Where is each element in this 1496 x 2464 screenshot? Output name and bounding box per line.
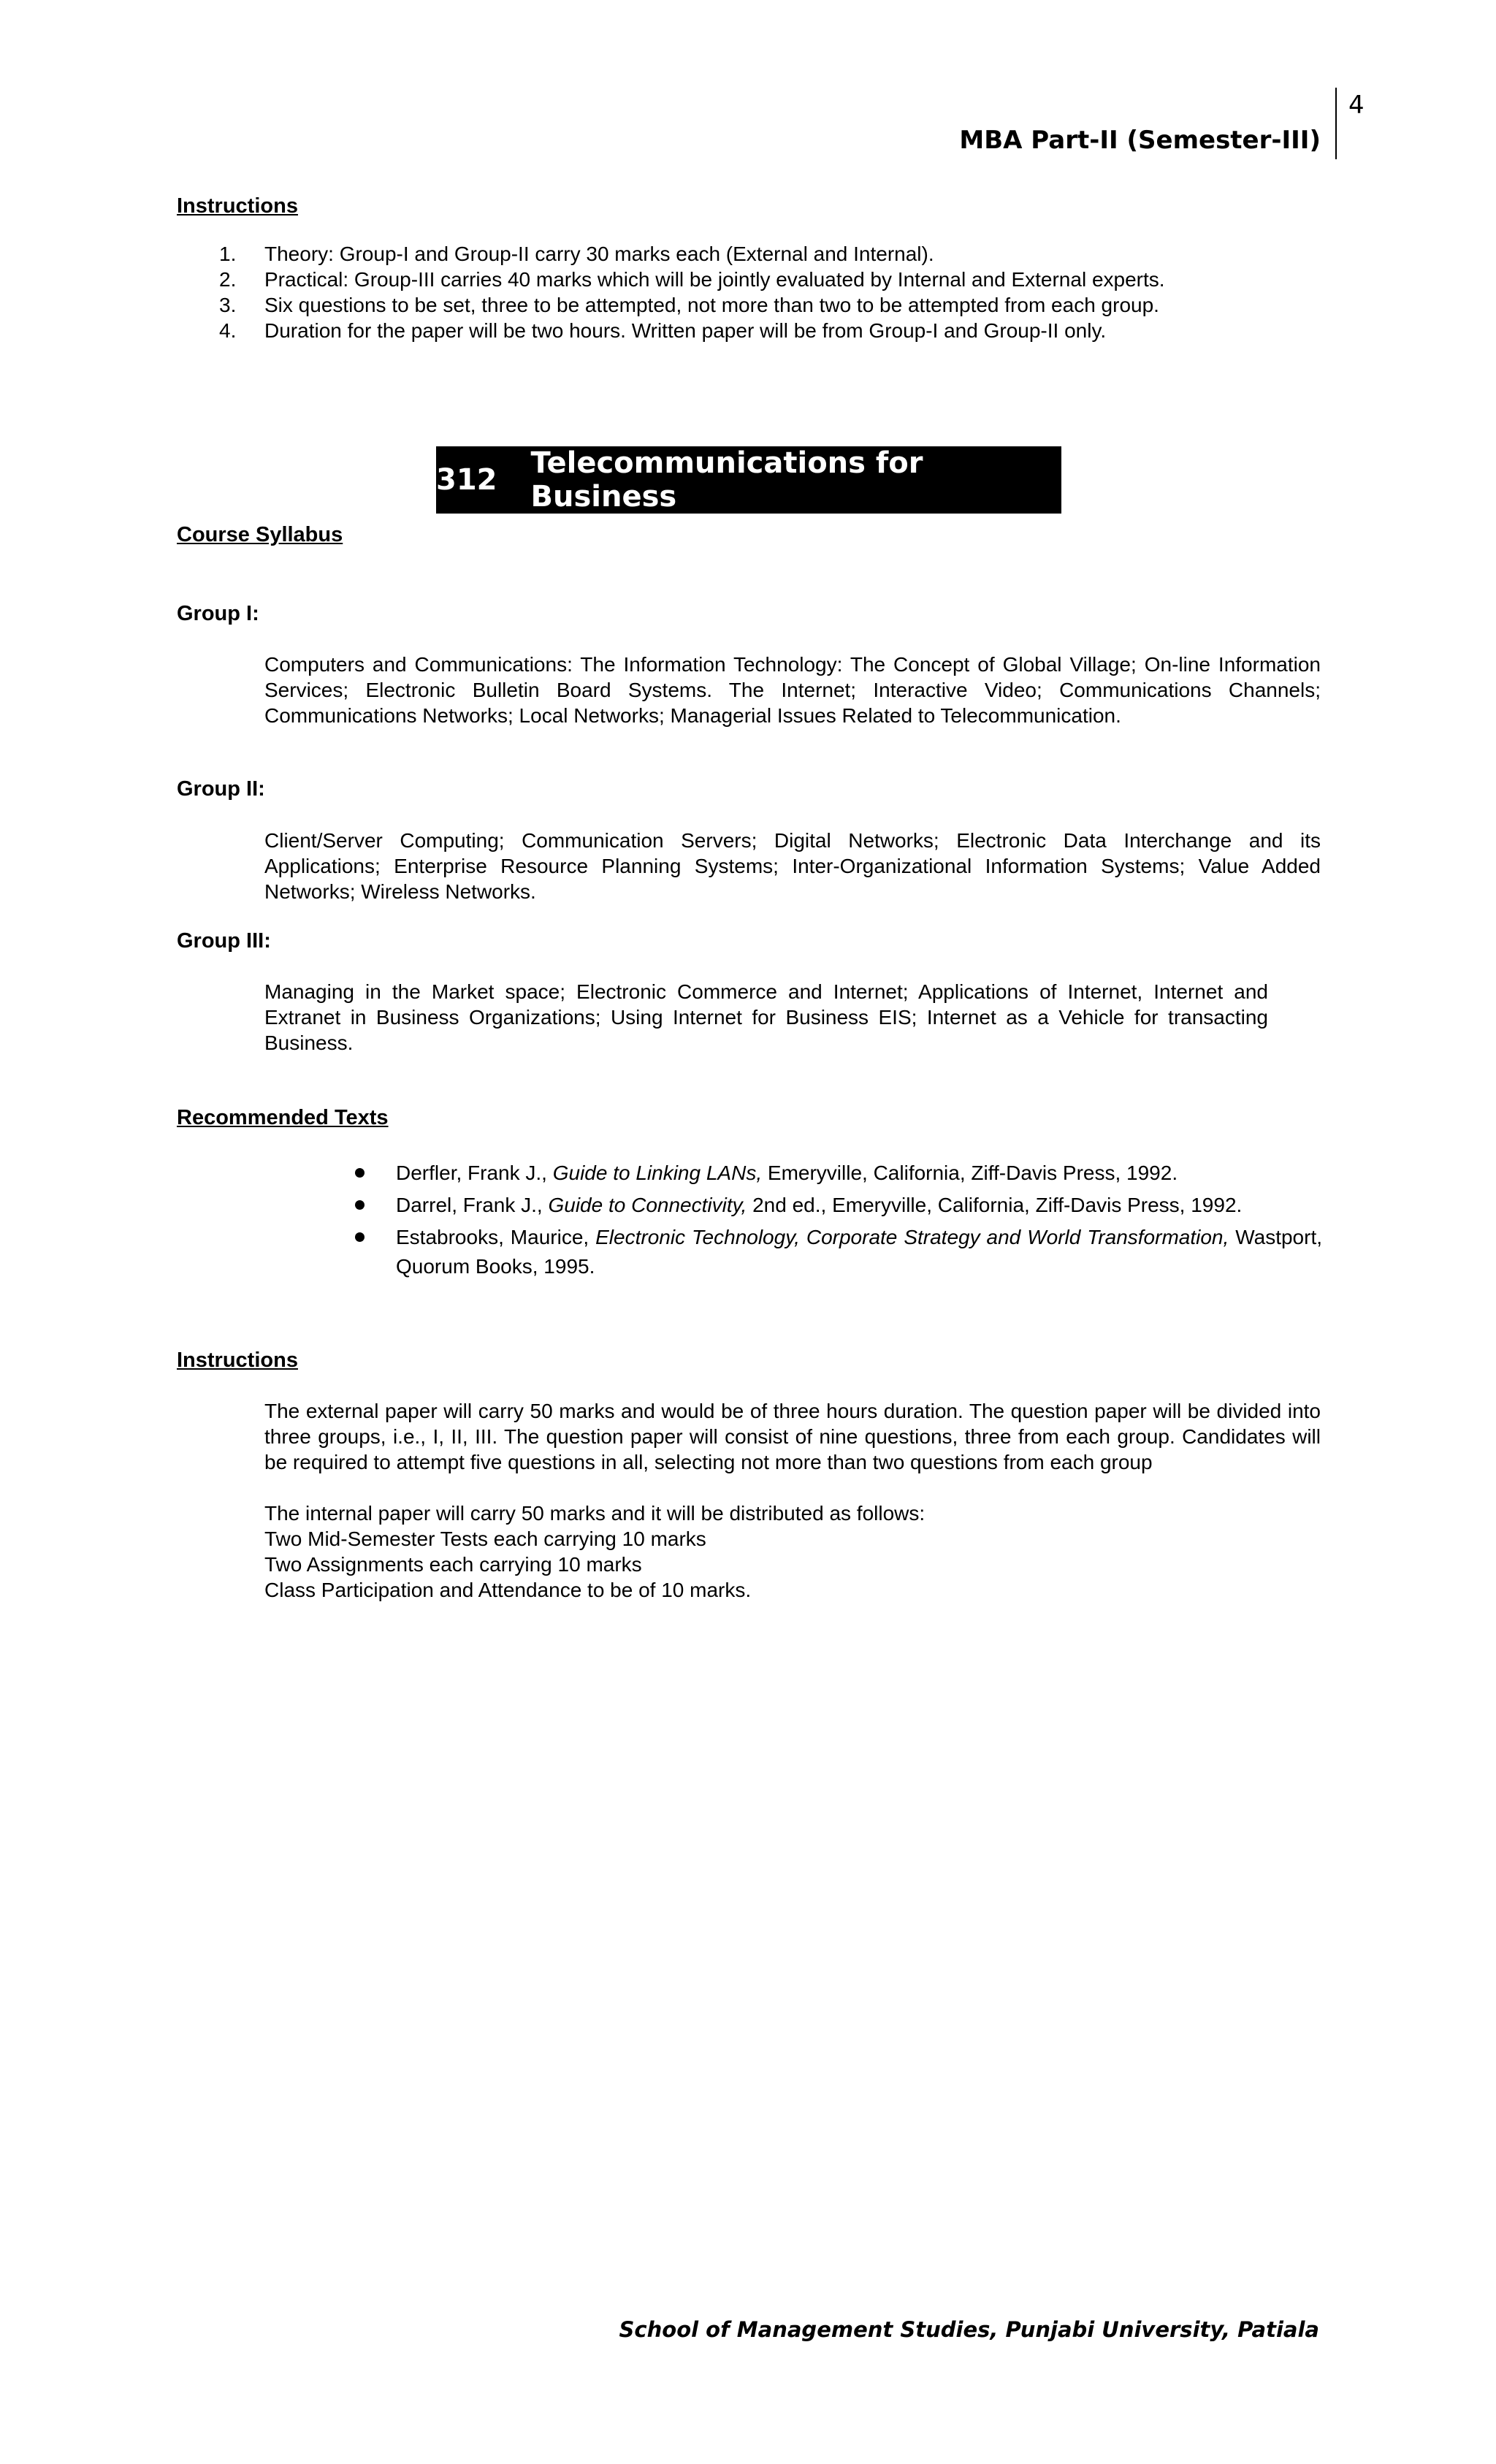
instructions-paragraph: The external paper will carry 50 marks and would be of three hours duration. The question paper will be divided into three groups, i.e., I, II, III. The question paper will consist of nine questions, three from each group. Candidates will be required to attempt five questions in all, selecting not more than two questions from each group [264,1400,1321,1473]
list-number: 2. [219,268,237,291]
book-title: Guide to Linking LANs, [552,1162,763,1184]
list-item [355,1159,1322,1188]
book-author: Derfler, Frank J., [396,1162,553,1184]
book-author: Estabrooks, Maurice, [396,1226,596,1248]
header-divider [1335,88,1337,159]
list-text: Theory: Group-I and Group-II carry 30 marks each (External and Internal). [264,243,934,265]
list-number: 1. [219,243,237,265]
list-item [219,241,1165,267]
list-number: 3. [219,294,237,316]
instructions-list [219,241,1165,343]
bullet-icon [355,1200,365,1210]
internal-marks-lines [264,1500,1321,1603]
list-item [219,267,1165,292]
list-item [355,1223,1322,1281]
book-author: Darrel, Frank J., [396,1194,549,1216]
book-title: Guide to Connectivity, [548,1194,747,1216]
syllabus-heading: Course Syllabus [177,523,343,546]
recommended-heading: Recommended Texts [177,1106,389,1129]
group1-text: Computers and Communications: The Information Technology: The Concept of Global Village; On-line Information Services; Electronic Bulletin Board Systems. The Internet; Interactive Video; Communications Channels; Communications Networks; Local Networks; Managerial Issues Related to Telecommunication. [264,653,1321,727]
list-text: Duration for the paper will be two hours. Written paper will be from Group-I and Group-II only. [264,319,1107,342]
course-title: Telecommunications for Business [530,446,923,514]
group2-text: Client/Server Computing; Communication Servers; Digital Networks; Electronic Data Interchange and its Applications; Enterprise Resource Planning Systems; Inter-Organizational Information Systems; Value Added Networks; Wireless Networks. [264,829,1321,903]
book-title: Electronic Technology, Corporate Strategy and World Transformation, [595,1226,1229,1248]
book-details: Emeryville, California, Ziff-Davis Press, 1992. [762,1162,1178,1184]
list-text: Six questions to be set, three to be attempted, not more than two to be attempted from each group. [264,294,1159,316]
text-line: Class Participation and Attendance to be of 10 marks. [264,1579,752,1601]
group1-heading: Group I: [177,602,259,625]
list-item [355,1191,1322,1220]
list-number: 4. [219,319,237,342]
instructions-heading: Instructions [177,194,298,218]
group3-heading: Group III: [177,929,271,953]
footer-text: School of Management Studies, Punjabi University, Patiala [619,2317,1319,2342]
group2-heading: Group II: [177,777,265,801]
list-item [219,292,1165,318]
bullet-icon [355,1168,365,1178]
text-line: Two Assignments each carrying 10 marks [264,1553,642,1576]
bullet-icon [355,1232,365,1242]
list-text: Practical: Group-III carries 40 marks which will be jointly evaluated by Internal and External experts. [264,268,1165,291]
text-line: Two Mid-Semester Tests each carrying 10 marks [264,1527,706,1550]
course-title-box [436,446,1061,514]
list-item [219,318,1165,343]
text-line: The internal paper will carry 50 marks and it will be distributed as follows: [264,1502,926,1525]
course-code: 312 [436,463,497,497]
header-title: MBA Part-II (Semester-III) [959,126,1321,155]
book-details: 2nd ed., Emeryville, California, Ziff-Davis Press, 1992. [747,1194,1243,1216]
book-details: Wastport, Quorum Books, 1995. [396,1226,1322,1278]
group3-text: Managing in the Market space; Electronic Commerce and Internet; Applications of Internet, Internet and Extranet in Business Organizations; Using Internet for Business EIS; Internet as a Vehicle for transacting Business. [264,980,1268,1054]
instructions-bottom-heading: Instructions [177,1349,298,1372]
recommended-list [355,1159,1322,1284]
page-number: 4 [1348,91,1365,120]
